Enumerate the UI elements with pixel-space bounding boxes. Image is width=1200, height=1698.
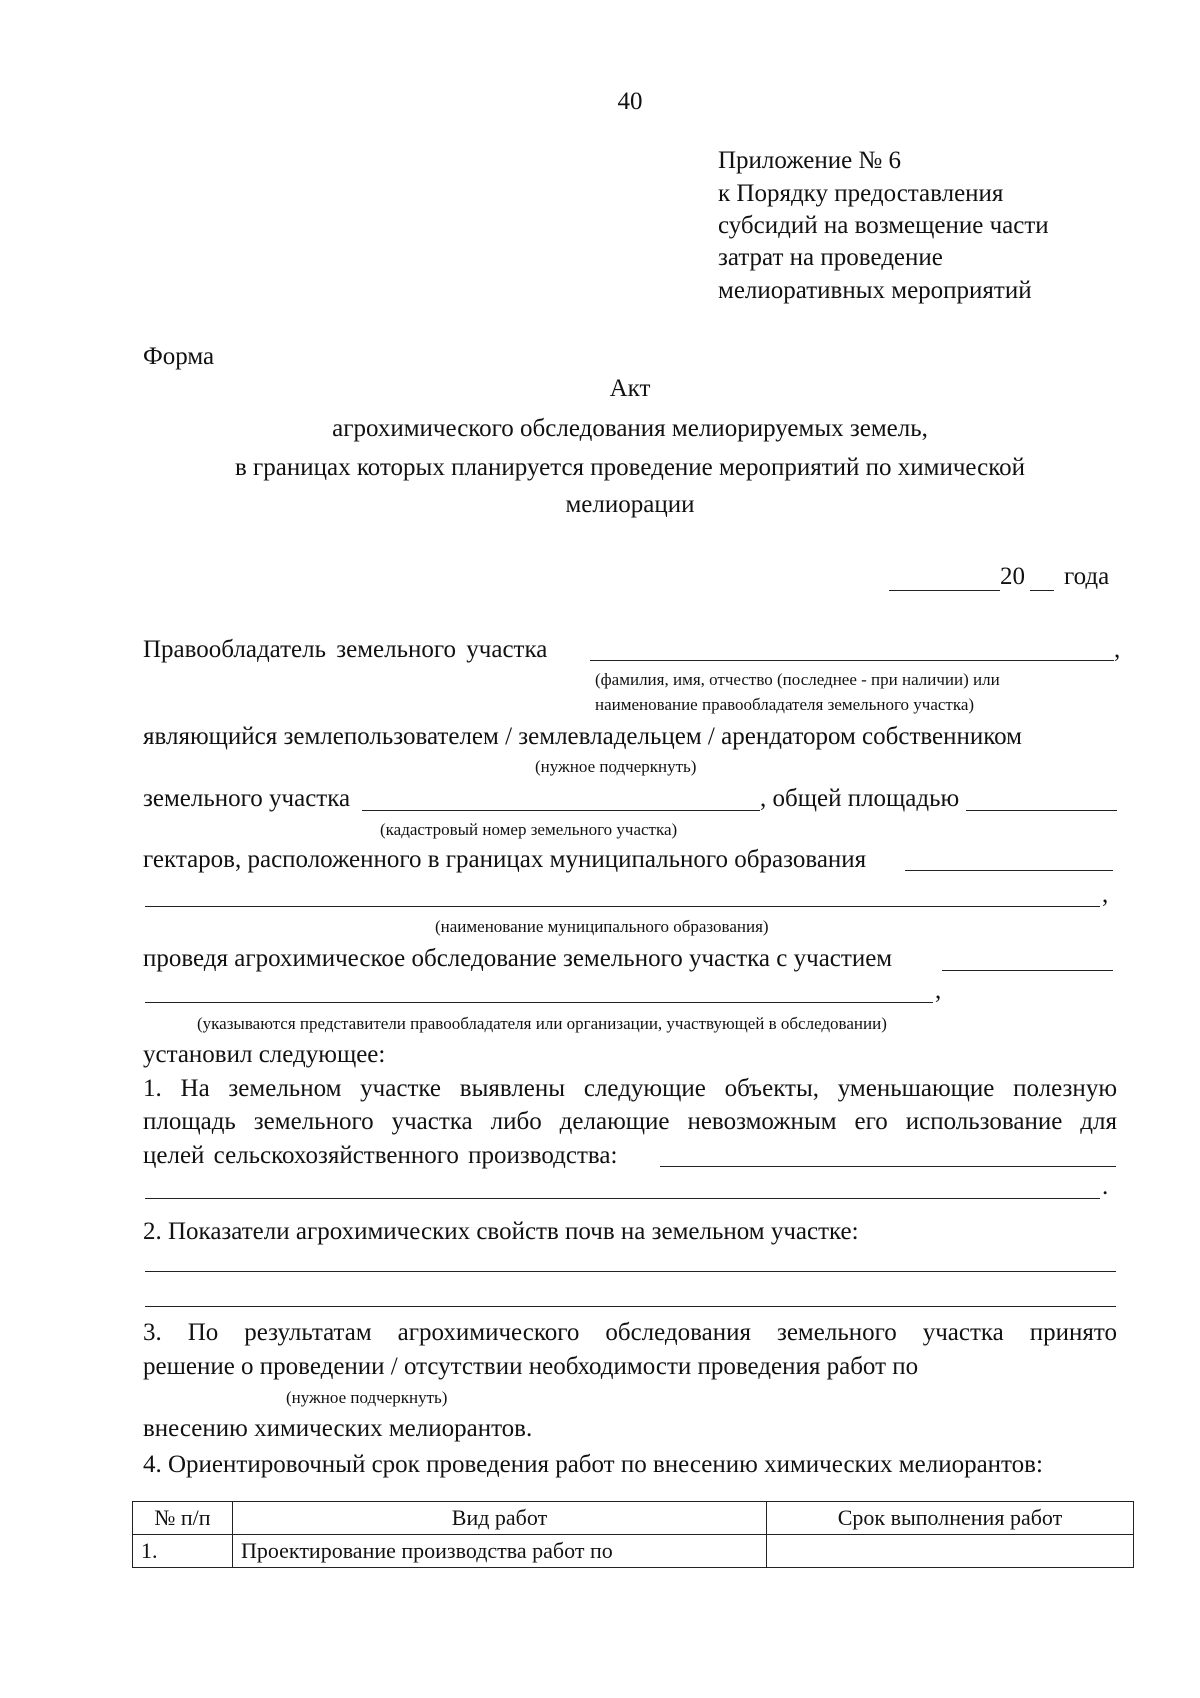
- appendix-line: мелиоративных мероприятий: [718, 277, 1032, 304]
- area-label: , общей площадью: [760, 785, 960, 812]
- table-header-row: [133, 1502, 1134, 1535]
- survey-label: проведя агрохимическое обследование земельного участка с участием: [143, 945, 893, 972]
- cadastral-hint: (кадастровый номер земельного участка): [380, 820, 678, 839]
- date-year-blank: [1030, 590, 1054, 591]
- appendix-line: Приложение № 6: [718, 147, 902, 174]
- participants-blank: [145, 1002, 933, 1003]
- item3-text: решение о проведении / отсутствии необходимости проведения работ по: [143, 1353, 919, 1380]
- table-cell: [767, 1535, 1134, 1568]
- comma: ,: [935, 977, 942, 1004]
- date-suffix: года: [1064, 563, 1110, 590]
- item3-text: внесению химических мелиорантов.: [143, 1415, 533, 1442]
- table-cell: Проектирование производства работ по: [233, 1535, 767, 1568]
- table-header-cell: Вид работ: [233, 1502, 767, 1535]
- owner-label: Правообладатель земельного участка: [143, 636, 548, 663]
- period: .: [1102, 1173, 1109, 1200]
- title-line: агрохимического обследования мелиорируемых земель,: [332, 415, 928, 442]
- objects-blank: [145, 1198, 1100, 1199]
- objects-blank: [660, 1166, 1116, 1167]
- date-day-blank: [889, 590, 1000, 591]
- soil-properties-blank: [145, 1271, 1116, 1272]
- item1-text: площадь земельного участка либо делающие невозможным его использование для: [143, 1108, 1117, 1135]
- table-row: [133, 1535, 1134, 1568]
- municipality-label: гектаров, расположенного в границах муниципального образования: [143, 846, 867, 873]
- appendix-line: к Порядку предоставления: [718, 180, 1004, 207]
- underline-hint: (нужное подчеркнуть): [286, 1388, 448, 1407]
- item3-text: 3. По результатам агрохимического обследования земельного участка принято: [143, 1319, 1117, 1346]
- title-line: Акт: [609, 375, 651, 402]
- participants-hint: (указываются представители правообладателя или организации, участвующей в обследовании): [197, 1014, 887, 1033]
- item4-text: 4. Ориентировочный срок проведения работ по внесению химических мелиорантов:: [143, 1451, 1043, 1478]
- title-line: мелиорации: [565, 491, 695, 518]
- plot-label: земельного участка: [143, 785, 351, 812]
- established-label: установил следующее:: [143, 1041, 386, 1068]
- municipality-blank: [145, 906, 1100, 907]
- participants-blank: [942, 970, 1113, 971]
- table-header-cell: Срок выполнения работ: [767, 1502, 1134, 1535]
- cadastral-number-blank: [362, 810, 760, 811]
- area-blank: [966, 810, 1117, 811]
- comma: ,: [1102, 881, 1109, 908]
- date-year-prefix: 20: [1000, 563, 1025, 590]
- title-line: в границах которых планируется проведение мероприятий по химической: [235, 454, 1025, 481]
- owner-hint: (фамилия, имя, отчество (последнее - при наличии) или: [595, 670, 1000, 689]
- table-header-cell: № п/п: [133, 1502, 233, 1535]
- form-label: Форма: [143, 343, 215, 370]
- status-text: являющийся землепользователем / землевладельцем / арендатором собственником: [143, 723, 1023, 750]
- appendix-line: субсидий на возмещение части: [718, 212, 1049, 239]
- works-table: [132, 1501, 1134, 1568]
- page-number: 40: [617, 88, 643, 115]
- appendix-line: затрат на проведение: [718, 244, 943, 271]
- underline-hint: (нужное подчеркнуть): [535, 757, 697, 776]
- owner-hint: наименование правообладателя земельного участка): [595, 695, 975, 714]
- soil-properties-blank: [145, 1306, 1116, 1307]
- item1-text: 1. На земельном участке выявлены следующие объекты, уменьшающие полезную: [143, 1075, 1117, 1102]
- table-cell: 1.: [133, 1535, 233, 1568]
- item1-text: целей сельскохозяйственного производства:: [143, 1142, 618, 1169]
- comma: ,: [1114, 636, 1121, 663]
- municipality-blank: [905, 870, 1113, 871]
- owner-blank: [590, 660, 1114, 661]
- item2-text: 2. Показатели агрохимических свойств почв на земельном участке:: [143, 1218, 859, 1245]
- municipality-hint: (наименование муниципального образования): [435, 917, 769, 936]
